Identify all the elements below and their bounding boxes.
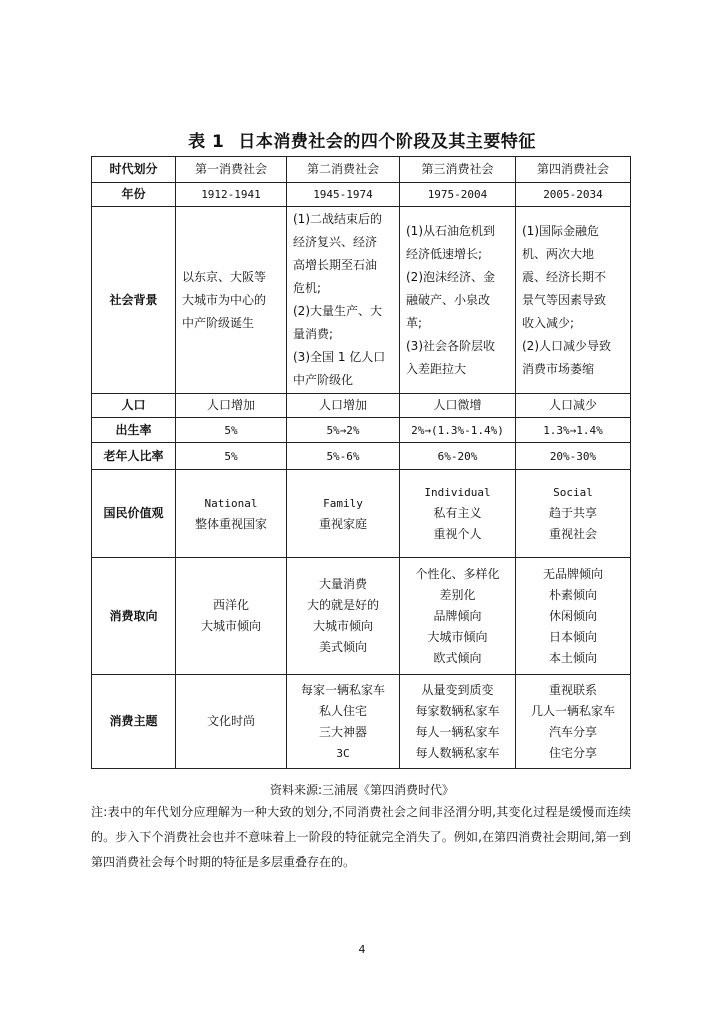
cell-line: 休闲倾向 — [548, 608, 597, 623]
table-cell — [400, 558, 516, 675]
cell-line: 收入减少; — [522, 315, 575, 330]
cell-line: 趋于共享 — [548, 506, 597, 520]
cell-line: 重视个人 — [433, 527, 482, 541]
header-row — [92, 157, 631, 183]
cell-line: 三大神器 — [318, 724, 367, 739]
cell-line: 重视家庭 — [318, 516, 367, 531]
cell-line: (1)国际金融危 — [522, 223, 599, 238]
cell-line: 汽车分享 — [548, 724, 597, 739]
table-title-text: 日本消费社会的四个阶段及其主要特征 — [238, 132, 536, 152]
cell-line: 日本倾向 — [548, 629, 597, 644]
table-cell: 1945-1974 — [287, 183, 400, 207]
cell-line: 重视社会 — [548, 527, 597, 541]
cell-line: 美式倾向 — [318, 640, 367, 654]
cell-line: 个性化、多样化 — [415, 566, 500, 581]
cell-line: 每人数辆私家车 — [415, 745, 500, 760]
table-cell — [400, 207, 516, 394]
cell-line: 景气等因素导致 — [522, 292, 607, 307]
cell-line: 入差距拉大 — [406, 361, 467, 376]
elderly-row — [92, 443, 631, 470]
table-cell — [176, 470, 287, 558]
cell-line: 大城市为中心的 — [182, 292, 267, 307]
table-number: 表 1 — [188, 132, 225, 152]
table-cell: 5%-6% — [287, 443, 400, 470]
table-cell: 1.3%→1.4% — [516, 418, 631, 443]
table-cell — [516, 675, 631, 769]
cell-line: 品牌倾向 — [433, 608, 482, 623]
row-label: 消费取向 — [92, 558, 176, 675]
cell-line: 中产阶级诞生 — [182, 315, 255, 330]
values-row — [92, 470, 631, 558]
cell-line: 朴素倾向 — [548, 587, 597, 602]
cell-line: 文化时尚 — [206, 714, 255, 728]
column-header: 第二消费社会 — [287, 157, 400, 183]
cell-line: 以东京、大阪等 — [182, 269, 267, 284]
table-cell: 5%→2% — [287, 418, 400, 443]
table-cell — [400, 675, 516, 769]
cell-line: (1)二战结束后的 — [293, 212, 382, 226]
years-row — [92, 183, 631, 207]
cell-line: 大量消费 — [318, 577, 367, 591]
table-cell — [516, 470, 631, 558]
table-cell: 5% — [176, 443, 287, 470]
cell-line: 本土倾向 — [548, 650, 597, 665]
column-header: 第三消费社会 — [400, 157, 516, 183]
cell-line: 私人住宅 — [318, 703, 367, 718]
table-cell: 2005-2034 — [516, 183, 631, 207]
table-note: 注:表中的年代划分应理解为一种大致的划分,不同消费社会之间非泾渭分明,其变化过程是缓慢而连续的。步入下个消费社会也并不意味着上一阶段的特征就完全消失了。例如,在第四消费社会期间,第一到第四消费社会每个时期的特征是多层重叠存在的。 — [91, 805, 631, 869]
header-label: 时代划分 — [92, 157, 176, 183]
cell-line: 每家数辆私家车 — [415, 703, 500, 718]
theme-row — [92, 675, 631, 769]
table-cell: 人口增加 — [287, 394, 400, 418]
table-cell — [176, 207, 287, 394]
background-row — [92, 207, 631, 394]
birthrate-row — [92, 418, 631, 443]
cell-line: (3)社会各阶层收 — [406, 338, 495, 353]
table-cell: 人口减少 — [516, 394, 631, 418]
cell-line: (2)泡沫经济、金 — [406, 269, 495, 284]
cell-line: 大城市倾向 — [312, 619, 373, 633]
row-label: 消费主题 — [92, 675, 176, 769]
table-cell: 20%-30% — [516, 443, 631, 470]
cell-line: 革; — [406, 315, 423, 330]
cell-line: 几人一辆私家车 — [530, 703, 615, 718]
table-cell — [400, 470, 516, 558]
column-header: 第四消费社会 — [516, 157, 631, 183]
table-cell — [287, 558, 400, 675]
cell-line: (1)从石油危机到 — [406, 223, 495, 238]
cell-line: 经济复兴、经济 — [293, 235, 378, 249]
table-cell — [287, 470, 400, 558]
table-cell: 6%-20% — [400, 443, 516, 470]
cell-line: 住宅分享 — [548, 745, 597, 760]
cell-line: 从量变到质变 — [421, 682, 494, 697]
cell-line: 融破产、小泉改 — [406, 292, 491, 307]
cell-line: 整体重视国家 — [194, 516, 267, 531]
table-cell: 1975-2004 — [400, 183, 516, 207]
table-cell: 5% — [176, 418, 287, 443]
table-title — [0, 127, 724, 152]
cell-line: 危机; — [293, 281, 322, 295]
cell-line: Individual — [424, 486, 491, 499]
row-label: 年份 — [92, 183, 176, 207]
cell-line: (3)全国 1 亿人口 — [293, 350, 386, 364]
orientation-row — [92, 558, 631, 675]
cell-line: 经济低速增长; — [406, 246, 483, 261]
row-label: 国民价值观 — [92, 470, 176, 558]
row-label: 出生率 — [92, 418, 176, 443]
row-label: 老年人比率 — [92, 443, 176, 470]
cell-line: 私有主义 — [433, 506, 482, 520]
cell-line: 中产阶级化 — [293, 373, 354, 387]
table-cell: 1912-1941 — [176, 183, 287, 207]
cell-line: 大城市倾向 — [200, 619, 261, 633]
cell-line: 机、两次大地 — [522, 246, 595, 261]
cell-line: 3C — [336, 746, 350, 760]
table-cell — [516, 207, 631, 394]
row-label: 社会背景 — [92, 207, 176, 394]
cell-line: 无品牌倾向 — [542, 566, 603, 581]
table-cell — [287, 207, 400, 394]
table-cell — [516, 558, 631, 675]
table-cell — [287, 675, 400, 769]
table-cell — [176, 675, 287, 769]
cell-line: 差别化 — [439, 587, 476, 602]
cell-line: 每家一辆私家车 — [300, 682, 385, 697]
source-caption: 资料来源:三浦展《第四消费时代》 — [269, 783, 455, 797]
cell-line: Family — [323, 496, 363, 510]
cell-line: 重视联系 — [548, 682, 597, 697]
cell-line: National — [204, 496, 258, 510]
cell-line: 西洋化 — [212, 598, 249, 612]
table-cell — [176, 558, 287, 675]
table-cell: 人口微增 — [400, 394, 516, 418]
cell-line: (2)人口减少导致 — [522, 338, 611, 353]
cell-line: 欧式倾向 — [433, 650, 482, 665]
row-label: 人口 — [92, 394, 176, 418]
table-cell: 2%→(1.3%-1.4%) — [400, 418, 516, 443]
cell-line: Social — [553, 486, 593, 499]
cell-line: 高增长期至石油 — [293, 258, 378, 272]
consumer-society-table — [91, 156, 631, 769]
page-number: 4 — [358, 943, 366, 956]
cell-line: 量消费; — [293, 327, 334, 341]
cell-line: 大城市倾向 — [427, 629, 488, 644]
table-cell: 人口增加 — [176, 394, 287, 418]
cell-line: (2)大量生产、大 — [293, 304, 382, 318]
cell-line: 每人一辆私家车 — [415, 724, 500, 739]
population-row — [92, 394, 631, 418]
column-header: 第一消费社会 — [176, 157, 287, 183]
cell-line: 震、经济长期不 — [522, 269, 607, 284]
cell-line: 消费市场萎缩 — [522, 361, 595, 376]
cell-line: 大的就是好的 — [306, 598, 379, 612]
